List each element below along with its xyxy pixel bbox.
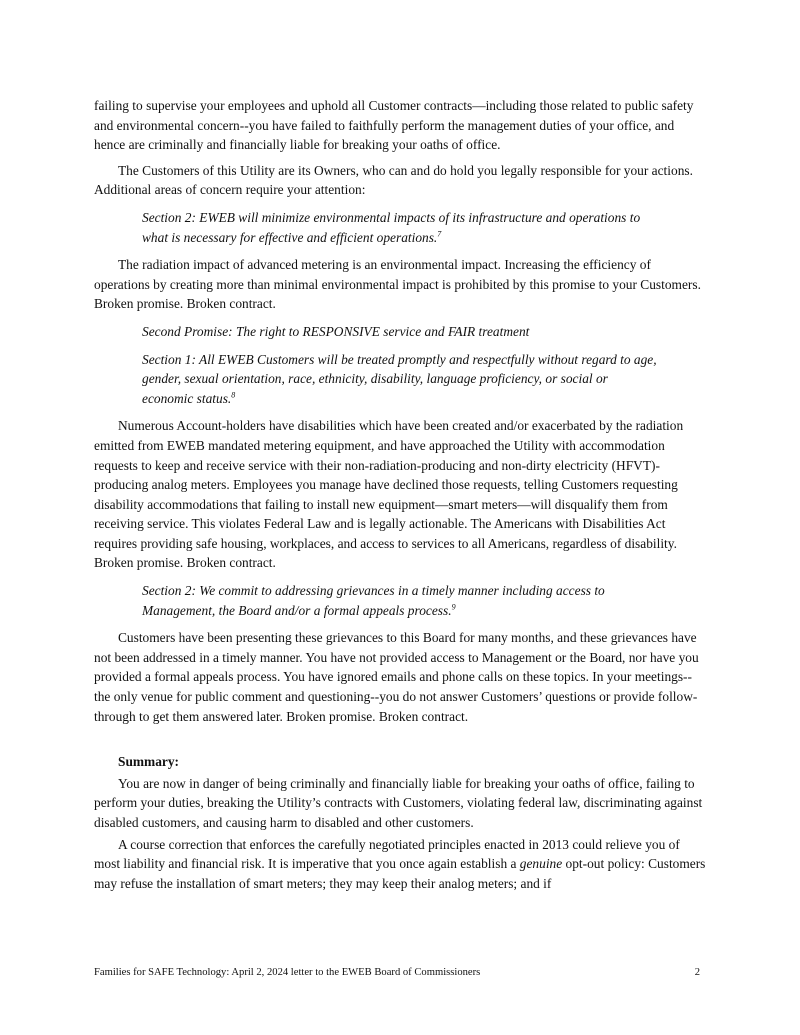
footnote-ref-8[interactable]: 8: [231, 390, 236, 400]
paragraph-supervision: failing to supervise your employees and uphold all Customer contracts—including those related to public safety and environmental concern--you have failed to faithfully perform the management duties of your office, and hence are criminally and financially liable for breaking your oaths of office.: [94, 98, 694, 153]
page-footer: [94, 966, 708, 980]
paragraph-grievances: Customers have been presenting these grievances to this Board for many months, and these grievances have not been addressed in a timely manner. You have not provided access to Management or the Board, nor have you provided a formal appeals process. You have ignored emails and phone calls on these topics. In your meetings--the only venue for public comment and questioning--you do not answer Customers’ questions or provide follow-through to get them answered later. Broken promise. Broken contract.: [94, 630, 699, 724]
summary-paragraph-liability: You are now in danger of being criminally and financially liable for breaking your oaths of office, failing to perform your duties, breaking the Utility’s contracts with Customers, violating federal law, discriminating against disabled customers, and causing harm to disabled and other customers.: [94, 775, 703, 830]
emphasis-genuine: genuine: [519, 856, 563, 872]
quote-second-promise: Second Promise: The right to RESPONSIVE service and FAIR treatment: [142, 323, 530, 339]
footer-text: Families for SAFE Technology: April 2, 2024 letter to the EWEB Board of Commissioners: [94, 967, 481, 978]
summary-paragraph-course-correction: [94, 835, 708, 894]
summary-text-end: opt-out policy: Customers may refuse the installation of smart meters; they may keep their analog meters; and if: [94, 856, 706, 891]
footnote-ref-9[interactable]: 9: [451, 602, 456, 612]
quote-section-2-environmental: [142, 208, 662, 247]
page-number: 2: [694, 967, 700, 978]
paragraph-customers-owners: The Customers of this Utility are its Owners, who can and do hold you legally responsible for your actions. Additional areas of concern require your attention:: [94, 162, 693, 198]
footnote-ref-7[interactable]: 7: [437, 229, 442, 239]
document-body: [94, 96, 708, 893]
summary-heading: Summary:: [118, 754, 179, 770]
paragraph-radiation-impact: The radiation impact of advanced metering is an environmental impact. Increasing the efficiency of operations by creating more than minimal environmental impact is prohibited by this promise to your Customers. Broken promise. Broken contract.: [94, 257, 701, 312]
quote-text: Section 2: We commit to addressing grievances in a timely manner including access to Management, the Board and/or a formal appeals process.: [142, 583, 605, 618]
summary-text-start: A course correction that enforces the carefully negotiated principles enacted in 2013 could relieve you of most liability and financial risk. It is imperative that you once again establish a: [94, 836, 680, 872]
quote-text: Section 1: All EWEB Customers will be treated promptly and respectfully without regard to age, gender, sexual orientation, race, ethnicity, disability, language proficiency, or social or economic status.: [142, 351, 657, 406]
quote-section-2-grievances: [142, 581, 662, 620]
quote-text: Section 2: EWEB will minimize environmental impacts of its infrastructure and operations to what is necessary for effective and efficient operations.: [142, 209, 641, 245]
paragraph-disabilities: Numerous Account-holders have disabilities which have been created and/or exacerbated by the radiation emitted from EWEB mandated metering equipment, and have approached the Utility with accommodation requests to keep and receive service with their non-radiation-producing and non-dirty electricity (HFVT)-producing analog meters. Employees you manage have declined those requests, telling Customers requesting disability accommodations that failing to install new equipment—smart meters—will disqualify them from receiving service. This violates Federal Law and is legally actionable. The Americans with Disabilities Act requires providing safe housing, workplaces, and access to services to all Americans, regardless of disability. Broken promise. Broken contract.: [94, 418, 684, 571]
quote-section-1-treatment: [142, 350, 662, 409]
